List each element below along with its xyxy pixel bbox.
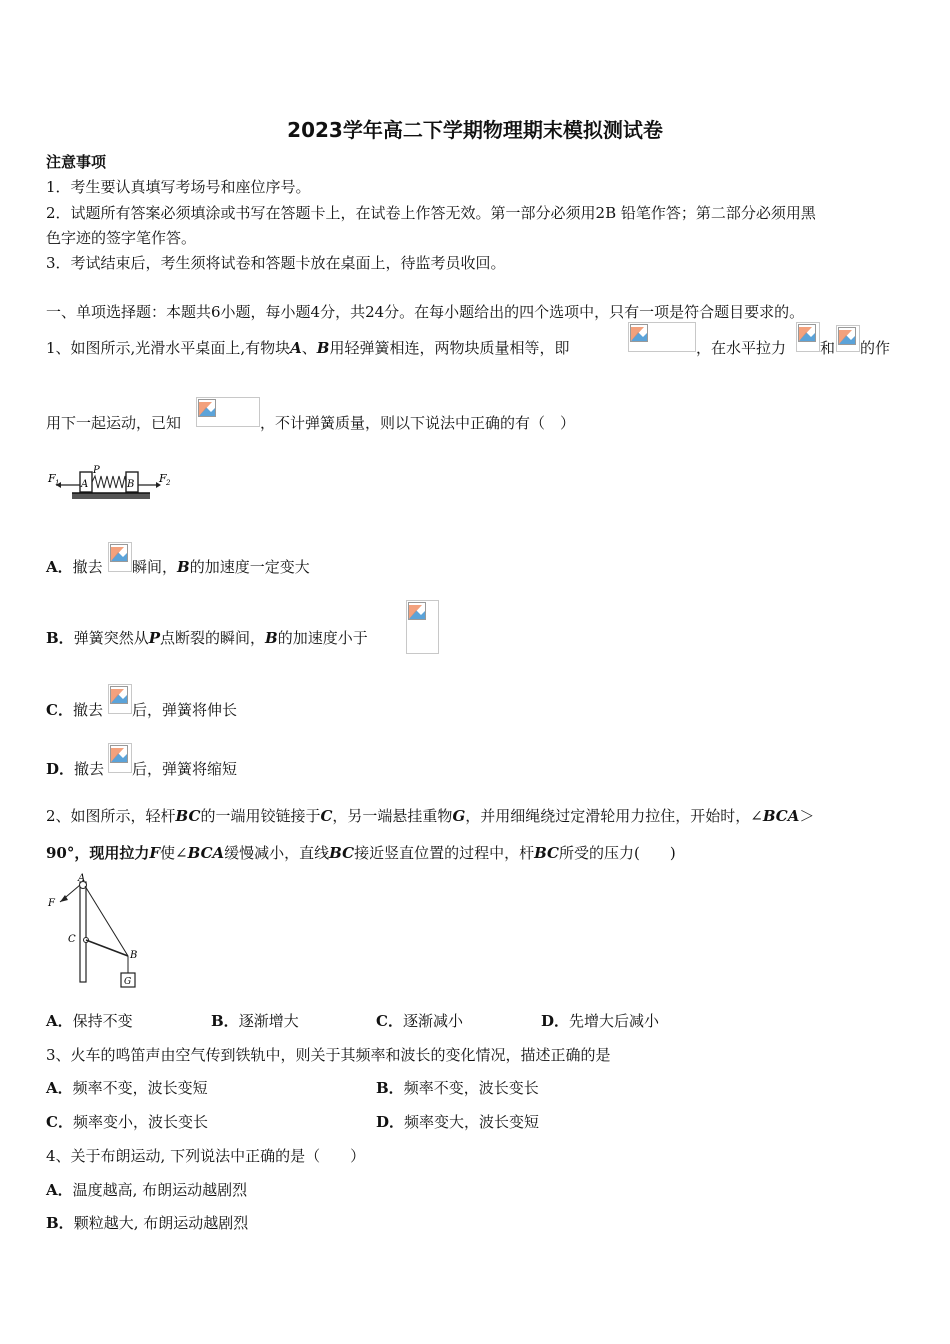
label-C: C <box>68 934 76 945</box>
q4-stem: 4、关于布朗运动, 下列说法中正确的是（ ） <box>46 1147 366 1165</box>
q1-text: 的作 <box>860 339 891 357</box>
broken-image-icon <box>838 327 856 345</box>
var-BC: BC <box>329 844 355 862</box>
option-label: C． <box>46 1113 73 1131</box>
q2-text: 90°，现用拉力 <box>46 844 150 862</box>
spring-blocks-figure <box>46 460 176 510</box>
q2-text: 所受的压力( ) <box>559 844 676 862</box>
formula-image <box>796 322 820 352</box>
option-text: 瞬间， <box>132 558 178 576</box>
q3-option-a <box>46 1078 208 1098</box>
var-BC: BC <box>534 844 559 862</box>
rope-AB <box>85 886 128 956</box>
var-G: G <box>452 807 466 825</box>
option-label: B． <box>46 1214 74 1232</box>
option-text: 逐渐增大 <box>238 1012 299 1030</box>
formula-image <box>108 684 132 714</box>
formula-image <box>108 542 132 572</box>
label-F1: F <box>48 472 56 485</box>
label-F2: F <box>159 472 167 485</box>
notice-heading: 注意事项 <box>46 153 107 171</box>
option-label: A． <box>46 558 73 576</box>
notice-item-2-cont: 色字迹的签字笔作答。 <box>46 229 197 247</box>
label-F2-sub: 2 <box>166 479 171 487</box>
option-text: 的加速度一定变大 <box>189 558 310 576</box>
option-text: 弹簧突然从 <box>73 629 149 647</box>
option-label: C． <box>376 1012 403 1030</box>
q2-text: ，另一端悬挂重物 <box>332 807 453 825</box>
q1-option-a <box>46 557 103 577</box>
notice-item-2: 2．试题所有答案必须填涂或书写在答题卡上，在试卷上作答无效。第一部分必须用2B 铅笔作答；第二部分必须用黑 <box>46 204 816 222</box>
label-A: A <box>81 479 89 490</box>
option-text: 点断裂的瞬间， <box>159 629 265 647</box>
q1-text: 和 <box>820 339 836 357</box>
option-text: 撤去 <box>72 701 103 719</box>
option-label: A． <box>46 1181 73 1199</box>
broken-image-icon <box>630 324 648 342</box>
option-text: 先增大后减小 <box>569 1012 660 1030</box>
label-F: F <box>48 898 55 909</box>
option-text: 频率不变，波长变长 <box>403 1079 539 1097</box>
q4-option-a <box>46 1180 247 1200</box>
q1-stem-line1 <box>46 338 569 358</box>
option-label: B． <box>46 629 74 647</box>
q1-text: 、 <box>301 339 317 357</box>
broken-image-icon <box>198 399 216 417</box>
q1-option-c <box>46 700 103 720</box>
option-text: 逐渐减小 <box>402 1012 463 1030</box>
pulley-rod-figure <box>44 872 144 992</box>
q3-option-b <box>376 1078 539 1098</box>
q1-text: 用轻弹簧相连，两物块质量相等，即 <box>329 339 570 357</box>
broken-image-icon <box>798 324 816 342</box>
q2-option-b <box>211 1011 299 1031</box>
option-text: 保持不变 <box>72 1012 133 1030</box>
option-label: D． <box>46 760 75 778</box>
var-B: B <box>316 339 330 357</box>
q2-stem-line1 <box>46 806 814 826</box>
option-label: C． <box>46 701 73 719</box>
option-label: B． <box>376 1079 404 1097</box>
option-label: B． <box>211 1012 239 1030</box>
option-text: 颗粒越大, 布朗运动越剧烈 <box>73 1214 249 1232</box>
option-text: 撤去 <box>72 558 103 576</box>
section-heading: 一、单项选择题：本题共6小题，每小题4分，共24分。在每小题给出的四个选项中，只有一项是符合题目要求的。 <box>46 303 805 321</box>
label-P: P <box>93 465 100 476</box>
q1-option-a-rest <box>132 557 310 577</box>
formula-image <box>836 325 860 352</box>
option-text: 频率变大，波长变短 <box>404 1113 540 1131</box>
q1-option-d <box>46 759 104 779</box>
var-F: F <box>149 844 161 862</box>
q3-option-d <box>376 1112 539 1132</box>
option-text: 频率不变，波长变短 <box>72 1079 208 1097</box>
q2-option-c <box>376 1011 463 1031</box>
option-text: 后，弹簧将缩短 <box>132 760 238 778</box>
broken-image-icon <box>110 745 128 763</box>
table-surface <box>72 493 150 499</box>
formula-image <box>196 397 260 427</box>
label-B: B <box>130 950 138 961</box>
q2-text: ，并用细绳绕过定滑轮用力拉住，开始时，∠ <box>465 807 763 825</box>
q3-stem: 3、火车的鸣笛声由空气传到铁轨中，则关于其频率和波长的变化情况，描述正确的是 <box>46 1046 611 1064</box>
broken-image-icon <box>110 686 128 704</box>
q1-text: ，在水平拉力 <box>696 339 787 357</box>
q2-text: 的一端用铰链接于 <box>200 807 321 825</box>
var-BCA: BCA <box>187 844 225 862</box>
rod-BC <box>86 940 128 956</box>
option-text: 温度越高, 布朗运动越剧烈 <box>72 1181 248 1199</box>
spring <box>92 476 126 488</box>
formula-image <box>628 322 696 352</box>
var-BC: BC <box>175 807 201 825</box>
var-A: A <box>290 339 302 357</box>
page-title: 2023学年高二下学期物理期末模拟测试卷 <box>287 118 663 142</box>
q1-text: 用下一起运动，已知 <box>46 414 182 432</box>
formula-image <box>406 600 439 654</box>
q2-option-d <box>541 1011 659 1031</box>
q4-option-b <box>46 1213 248 1233</box>
notice-item-3: 3．考试结束后，考生须将试卷和答题卡放在桌面上，待监考员收回。 <box>46 254 506 272</box>
notice-item-1: 1．考生要认真填写考场号和座位序号。 <box>46 178 311 196</box>
q2-text: 2、如图所示，轻杆 <box>46 807 176 825</box>
var-B: B <box>265 629 278 647</box>
option-label: A． <box>46 1079 73 1097</box>
option-text: 撤去 <box>74 760 105 778</box>
q1-text: 1、如图所示,光滑水平桌面上,有物块 <box>46 339 291 357</box>
var-BCA: BCA <box>762 807 800 825</box>
q2-option-a <box>46 1011 133 1031</box>
q1-option-b <box>46 628 368 648</box>
option-label: D． <box>541 1012 570 1030</box>
wall-pole <box>80 882 86 982</box>
q3-option-c <box>46 1112 208 1132</box>
option-text: 后，弹簧将伸长 <box>132 701 238 719</box>
label-F1-sub: 1 <box>55 479 60 487</box>
option-text: 的加速度小于 <box>277 629 368 647</box>
q2-text: 接近竖直位置的过程中，杆 <box>354 844 535 862</box>
q2-text: 使∠ <box>160 844 188 862</box>
broken-image-icon <box>110 544 128 562</box>
broken-image-icon <box>408 602 426 620</box>
q2-text: ＞ <box>799 807 815 825</box>
var-C: C <box>320 807 333 825</box>
formula-image <box>108 743 132 773</box>
label-G: G <box>124 977 132 987</box>
q2-text: 缓慢减小，直线 <box>224 844 330 862</box>
option-text: 频率变小，波长变长 <box>72 1113 208 1131</box>
q1-text: ，不计弹簧质量，则以下说法中正确的有（ ） <box>260 414 576 432</box>
q2-stem-line2 <box>46 843 676 863</box>
var-B: B <box>177 558 190 576</box>
option-label: A． <box>46 1012 73 1030</box>
label-A: A <box>78 873 86 884</box>
var-P: P <box>148 629 160 647</box>
option-label: D． <box>376 1113 405 1131</box>
label-B: B <box>127 479 135 490</box>
